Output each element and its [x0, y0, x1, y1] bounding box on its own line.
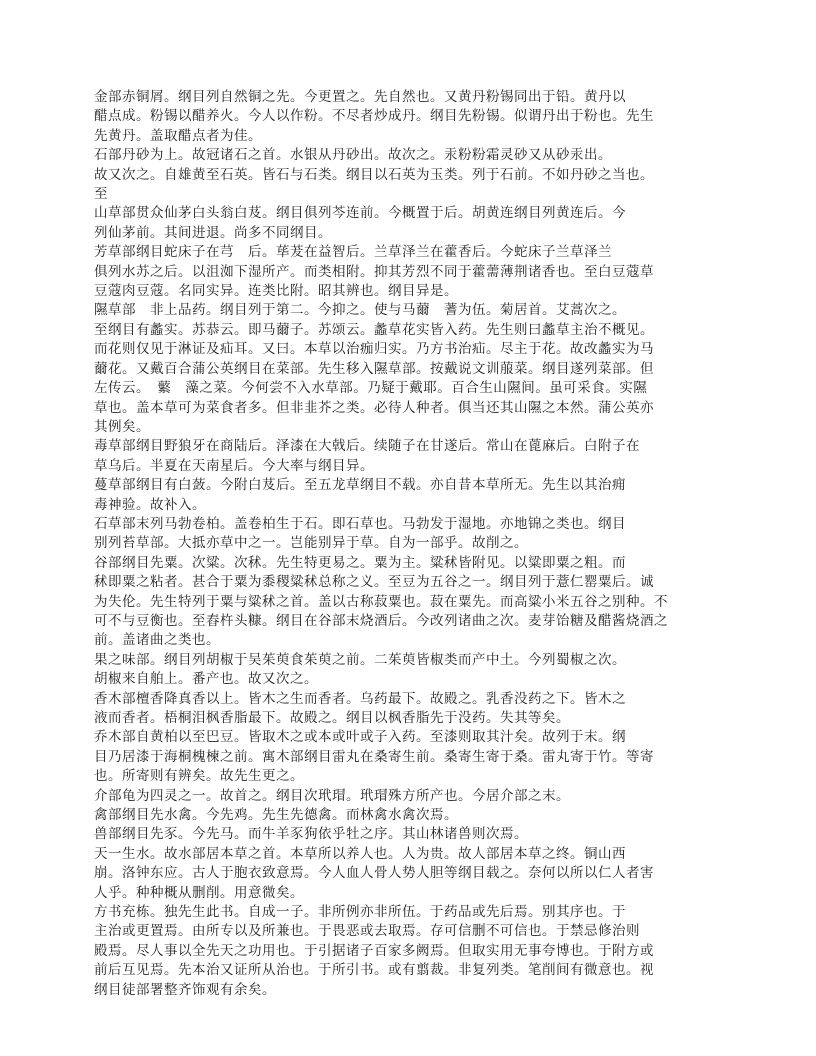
text-line: 石草部末列马勃卷柏。盖卷柏生于石。即石草也。马勃发于湿地。亦地锦之类也。纲目: [94, 515, 626, 532]
text-line: 也。所寄则有辨矣。故先生更之。: [94, 768, 304, 785]
text-line: 豆蔻肉豆蔻。名同实异。连类比附。昭其辨也。纲目异是。: [94, 283, 458, 300]
text-line: 别列苔草部。大抵亦草中之一。岂能别异于草。自为一部乎。故削之。: [94, 535, 528, 552]
text-line: 胡椒来自舶上。番产也。故又次之。: [94, 671, 318, 688]
text-line: 殿焉。尽人事以全先天之功用也。于引据诸子百家多阙焉。但取实用无事夸博也。于附方或: [94, 942, 654, 959]
text-line: 液而香者。梧桐泪枫香脂最下。故殿之。纲目以枫香脂先于没药。失其等矣。: [94, 710, 570, 726]
text-line: 兽部纲目先豕。今先马。而牛羊豕狗依乎牡之序。其山林诸兽则次焉。: [94, 826, 528, 843]
text-line: 醋点成。粉锡以醋养火。今人以作粉。不尽者炒成丹。纲目先粉锡。似谓丹出于粉也。先生: [94, 108, 654, 125]
text-line: 列仙茅前。其间进退。尚多不同纲目。: [94, 224, 332, 241]
text-body: [94, 88, 724, 1000]
text-line: 而花则仅见于淋证及疝耳。又曰。本草以治痂归实。乃方书治疝。尽主于花。故改蠡实为马: [94, 341, 654, 358]
text-line: 草也。盖本草可为菜食者多。但非韭芥之类。必待人种者。俱当还其山隰之本然。蒲公英亦: [94, 399, 654, 416]
text-line: 主治或更置焉。由所专以及所兼也。于畏恶或去取焉。存可信删不可信也。于禁忌修治则: [94, 923, 640, 940]
text-line: 至纲目有蠡实。苏恭云。即马薾子。苏颂云。蠡草花实皆入药。先生则曰蠡草主治不概见。: [94, 321, 654, 338]
text-line: 香木部檀香降真香以上。皆木之生而香者。乌药最下。故殿之。乳香没药之下。皆木之: [94, 690, 626, 707]
text-line: 天一生水。故水部居本草之首。本草所以养人也。人为贵。故人部居本草之终。铜山西: [94, 845, 626, 862]
text-line: 秫即粟之粘者。甚合于粟为黍稷粱秫总称之义。至豆为五谷之一。纲目列于薏仁罂粟后。诚: [94, 574, 654, 591]
text-line: 乔木部自黄柏以至巴豆。皆取木之或本或叶或子入药。至漆则取其汁矣。故列于末。纲: [94, 729, 626, 746]
text-line: 方书充栋。独先生此书。自成一子。非所例亦非所伍。于药品或先后焉。别其序也。于: [94, 904, 626, 921]
text-line: 至: [94, 186, 108, 203]
text-line: 纲目徒部署整齐饰观有余矣。: [94, 981, 276, 998]
text-line: 先黄丹。盖取醋点者为佳。: [94, 127, 262, 144]
text-line: 前。盖诸曲之类也。: [94, 632, 220, 649]
text-line: 毒神验。故补入。: [94, 496, 206, 513]
text-line: 崩。洛钟东应。古人于胞衣致意焉。今人血人骨人势人胆等纲目载之。奈何以所以仁人者害: [94, 865, 654, 882]
text-line: 故又次之。自雄黄至石英。皆石与石类。纲目以石英为玉类。列于石前。不如丹砂之当也。: [94, 166, 654, 183]
text-line: 草乌后。半夏在天南星后。今大率与纲目异。: [94, 457, 374, 474]
text-line: 介部龟为四灵之一。故首之。纲目次玳瑁。玳瑁殊方所产也。今居介部之末。: [94, 787, 570, 804]
text-line: 为失伦。先生特列于粟与粱秫之首。盖以古称菽粟也。菽在粟先。而高粱小米五谷之别种。不: [94, 593, 668, 610]
text-line: 前后互见焉。先本治又证所从治也。于所引书。或有翦裁。非复列类。笔削间有微意也。视: [94, 962, 654, 979]
text-line: 谷部纲目先粟。次粱。次秫。先生特更易之。粟为主。粱秫皆附见。以粱即粟之粗。而: [94, 554, 626, 571]
text-line: 石部丹砂为上。故冠诸石之首。水银从丹砂出。故次之。汞粉粉霜灵砂又从砂汞出。: [94, 147, 612, 164]
text-line: 禽部纲目先水禽。今先鸡。先生先德禽。而林禽水禽次焉。: [94, 807, 458, 824]
text-line: 蔓草部纲目有白蔹。今附白芨后。至五龙草纲目不载。亦自昔本草所无。先生以其治痈: [94, 477, 626, 494]
text-line: 目乃居漆于海桐槐楝之前。寓木部纲目雷丸在桑寄生前。桑寄生寄于桑。雷丸寄于竹。等寄: [94, 748, 654, 765]
text-line: 人乎。种种概从删削。用意微矣。: [94, 884, 304, 901]
text-line: 可不与豆衡也。至舂杵头糠。纲目在谷部末烧酒后。今改列诸曲之次。麦芽饴糖及醋酱烧酒之: [94, 612, 668, 629]
text-line: 俱列水苏之后。以沮洳下湿所产。而类相附。抑其芳烈不同于藿薷薄荆诸香也。至白豆蔻草: [94, 263, 654, 280]
text-line: 其例矣。: [94, 418, 150, 435]
text-line: 薾花。又戴百合蒲公英纲目在菜部。先生移入隰草部。按戴说文训菔菜。纲目遂列菜部。但: [94, 360, 654, 377]
text-line: 山草部贯众仙茅白头翁白芨。纲目俱列芩连前。今概置于后。胡黄连纲目列黄连后。今: [94, 205, 626, 222]
text-line: 隰草部 非上品药。纲目列于第二。今抑之。使与马薾 蓍为伍。菊居首。艾蒿次之。: [94, 302, 626, 319]
text-line: 金部赤铜屑。纲目列自然铜之先。今更置之。先自然也。又黄丹粉锡同出于铅。黄丹以: [94, 89, 626, 105]
text-line: 左传云。 蘩 藻之菜。今何尝不入水草部。乃疑于戴耶。百合生山隰间。虽可采食。实隰: [94, 380, 648, 397]
text-line: 芳草部纲目蛇床子在芎 后。荜茇在益智后。兰草泽兰在藿香后。今蛇床子兰草泽兰: [94, 244, 612, 261]
text-line: 果之味部。纲目列胡椒于吴茱萸食茱萸之前。二茱萸皆椒类而产中土。今列蜀椒之次。: [94, 651, 626, 668]
text-line: 毒草部纲目野狼牙在商陆后。泽漆在大戟后。续随子在甘遂后。常山在蓖麻后。白附子在: [94, 438, 640, 455]
